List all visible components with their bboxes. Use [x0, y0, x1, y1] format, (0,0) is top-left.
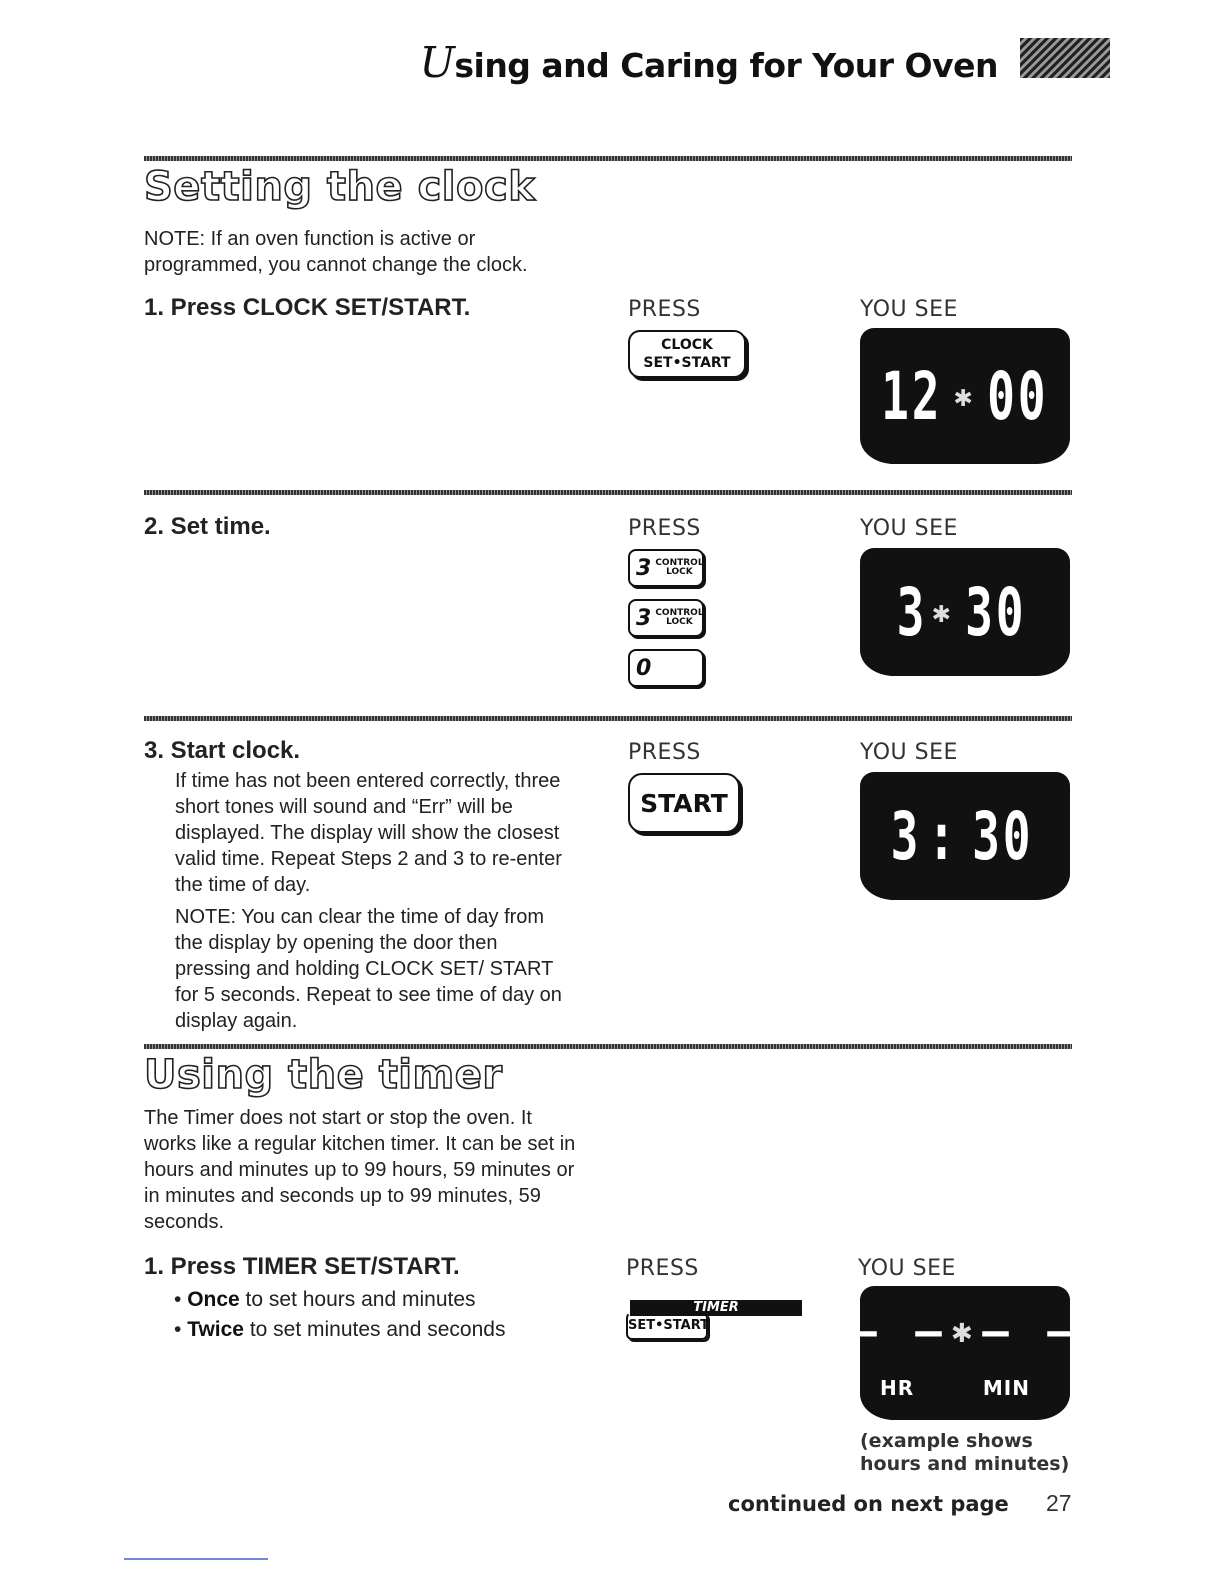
display-minutes: 30	[965, 573, 1027, 651]
key-3-button[interactable]	[628, 599, 704, 637]
clock-button-line1: CLOCK	[661, 337, 713, 353]
clock-step3-text: If time has not been entered correctly, three short tones will sound and “Err” will be displayed. The display will show the closest valid time. Repeat Steps 2 and 3 to re-enter the time of day.	[175, 770, 562, 896]
key-digit: 3	[636, 605, 652, 631]
header-decor-icon	[1020, 38, 1110, 78]
key-digit: 3	[636, 555, 652, 581]
footer-rule	[124, 1558, 268, 1560]
section-rule	[144, 156, 1072, 161]
you-see-label: YOU SEE	[860, 516, 958, 541]
timer-dashes	[850, 1286, 1080, 1376]
section-rule	[144, 716, 1072, 721]
you-see-label: YOU SEE	[860, 740, 958, 765]
continued-note: continued on next page	[728, 1492, 1009, 1516]
colon-blink-icon: ✱	[951, 1311, 979, 1351]
display-colon: :	[927, 797, 959, 875]
timer-units	[860, 1376, 1070, 1400]
display-timer	[850, 1286, 1080, 1420]
timer-button-bar: TIMER	[630, 1300, 802, 1316]
display-hours: 3	[896, 573, 928, 651]
you-see-label: YOU SEE	[860, 297, 958, 322]
page-header-title	[419, 38, 998, 87]
timer-intro: The Timer does not start or stop the oven. It works like a regular kitchen timer. It can be set in hours and minutes up to 99 hours, 59 minutes or in minutes and seconds up to 99 minutes, 59 seconds.	[144, 1107, 576, 1233]
start-button[interactable]: START	[628, 773, 740, 833]
key-3-button[interactable]	[628, 549, 704, 587]
press-label: PRESS	[628, 740, 701, 765]
section-rule	[144, 490, 1072, 495]
clock-note: NOTE: If an oven function is active or programmed, you cannot change the clock.	[144, 228, 528, 276]
key-0-button[interactable]	[628, 649, 704, 687]
section-title-timer: Using the timer	[144, 1052, 503, 1098]
header-script-letter: U	[419, 38, 455, 87]
timer-step1-heading: 1. Press TIMER SET/START.	[144, 1253, 460, 1280]
clock-step2-heading: 2. Set time.	[144, 513, 271, 540]
press-label: PRESS	[628, 297, 701, 322]
timer-min-label: MIN	[982, 1376, 1030, 1400]
clock-step1-heading: 1. Press CLOCK SET/START.	[144, 294, 471, 321]
control-lock-label: CONTROL LOCK	[655, 558, 704, 577]
clock-set-start-button[interactable]	[628, 330, 746, 378]
timer-button-label: SET•START	[626, 1312, 708, 1340]
clock-step3-note: NOTE: You can clear the time of day from the display by opening the door then pressing and holding CLOCK SET/ START for 5 seconds. Repeat to see time of day on display again.	[175, 906, 562, 1032]
key-digit: 0	[636, 655, 652, 681]
timer-dashes-left: – –	[850, 1305, 948, 1357]
section-title-setting-clock: Setting the clock	[144, 164, 536, 210]
timer-hr-label: HR	[880, 1376, 915, 1400]
display-minutes: 00	[987, 357, 1049, 435]
colon-blink-icon: ✱	[932, 594, 955, 630]
section-rule	[144, 1044, 1072, 1049]
page-number: 27	[1046, 1490, 1072, 1516]
display-hours: 3	[890, 797, 921, 875]
you-see-label: YOU SEE	[858, 1256, 956, 1281]
timer-bullet-once: • Once to set hours and minutes	[174, 1288, 476, 1311]
colon-blink-icon: ✱	[953, 378, 977, 414]
control-lock-label: CONTROL LOCK	[655, 608, 704, 627]
press-label: PRESS	[628, 516, 701, 541]
display-minutes: 30	[972, 797, 1034, 875]
timer-bullet-twice: • Twice to set minutes and seconds	[174, 1318, 506, 1341]
clock-step3-heading: 3. Start clock.	[144, 737, 301, 764]
timer-display-caption: (example shows hours and minutes)	[860, 1430, 1070, 1475]
clock-button-line2: SET•START	[643, 355, 731, 371]
press-label: PRESS	[626, 1256, 699, 1281]
timer-dashes-right: – –	[982, 1305, 1080, 1357]
display-step2	[860, 548, 1070, 676]
header-title-text: sing and Caring for Your Oven	[454, 46, 998, 85]
display-hours: 12	[881, 357, 943, 435]
display-step1	[860, 328, 1070, 464]
display-step3	[860, 772, 1070, 900]
timer-set-start-button[interactable]	[626, 1300, 802, 1340]
